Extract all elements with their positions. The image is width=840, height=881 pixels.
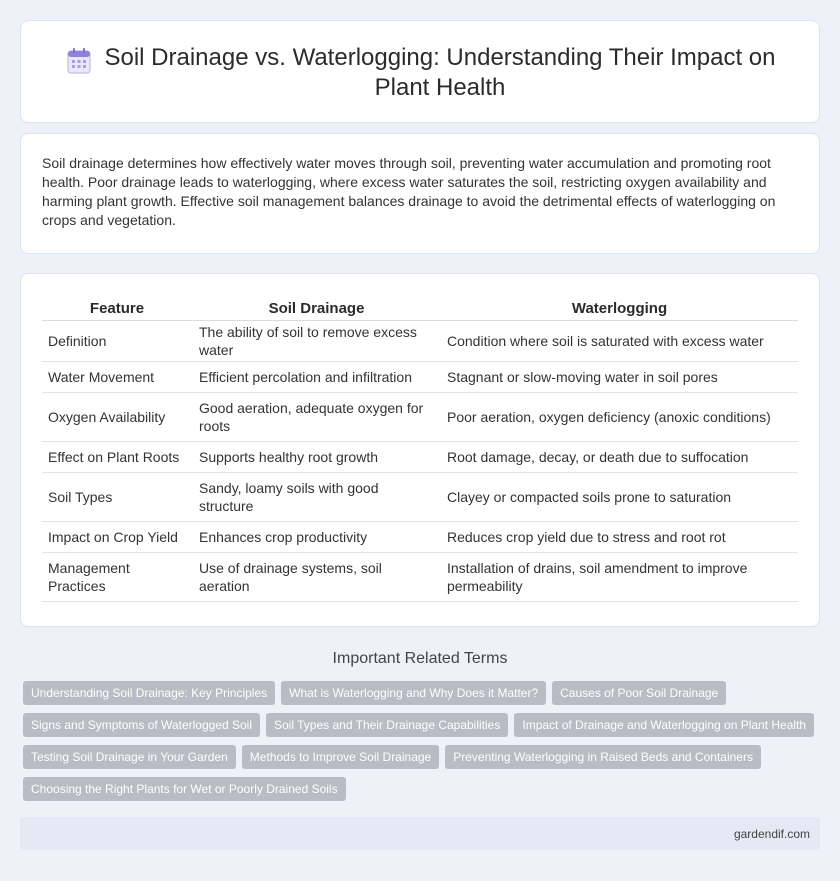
- table-row: [42, 321, 798, 362]
- related-term-link[interactable]: Methods to Improve Soil Drainage: [242, 745, 439, 769]
- header-soil-drainage: Soil Drainage: [193, 296, 441, 321]
- waterlogging-cell: Poor aeration, oxygen deficiency (anoxic conditions): [441, 393, 799, 442]
- feature-cell: Management Practices: [42, 553, 193, 602]
- related-term-link[interactable]: Impact of Drainage and Waterlogging on Plant Health: [514, 713, 814, 737]
- table-row: [42, 442, 798, 473]
- feature-cell: Definition: [42, 321, 193, 362]
- waterlogging-cell: Reduces crop yield due to stress and root rot: [441, 522, 799, 553]
- related-term-link[interactable]: Preventing Waterlogging in Raised Beds and Containers: [445, 745, 761, 769]
- feature-cell: Impact on Crop Yield: [42, 522, 193, 553]
- intro-paragraph: Soil drainage determines how effectively water moves through soil, preventing water accumulation and promoting root health. Poor drainage leads to waterlogging, where excess water saturates the soil, restricting oxygen availability and harming plant growth. Effective soil management balances drainage to avoid the detrimental effects of waterlogging on crops and vegetation.: [42, 155, 776, 228]
- drainage-cell: Enhances crop productivity: [193, 522, 441, 553]
- page-title: Soil Drainage vs. Waterlogging: Understanding Their Impact on Plant Health: [104, 44, 776, 101]
- intro-card: [20, 133, 820, 254]
- table-header-row: [42, 296, 798, 321]
- table-row: [42, 473, 798, 522]
- drainage-cell: Sandy, loamy soils with good structure: [193, 473, 441, 522]
- table-row: [42, 393, 798, 442]
- footer: [20, 817, 820, 850]
- related-term-link[interactable]: Understanding Soil Drainage: Key Principles: [23, 681, 275, 705]
- waterlogging-cell: Root damage, decay, or death due to suffocation: [441, 442, 799, 473]
- related-term-link[interactable]: Testing Soil Drainage in Your Garden: [23, 745, 236, 769]
- waterlogging-cell: Clayey or compacted soils prone to saturation: [441, 473, 799, 522]
- table-row: [42, 553, 798, 602]
- header-card: [20, 20, 820, 123]
- drainage-cell: Supports healthy root growth: [193, 442, 441, 473]
- drainage-cell: The ability of soil to remove excess water: [193, 321, 441, 362]
- related-terms-list: [23, 681, 823, 809]
- related-term-link[interactable]: Soil Types and Their Drainage Capabilities: [266, 713, 508, 737]
- drainage-cell: Good aeration, adequate oxygen for roots: [193, 393, 441, 442]
- related-term-link[interactable]: Signs and Symptoms of Waterlogged Soil: [23, 713, 260, 737]
- feature-cell: Oxygen Availability: [42, 393, 193, 442]
- drainage-cell: Efficient percolation and infiltration: [193, 362, 441, 393]
- related-term-link[interactable]: Causes of Poor Soil Drainage: [552, 681, 726, 705]
- related-terms-title: Important Related Terms: [332, 650, 508, 667]
- waterlogging-cell: Installation of drains, soil amendment to improve permeability: [441, 553, 799, 602]
- waterlogging-cell: Condition where soil is saturated with excess water: [441, 321, 799, 362]
- footer-site-link[interactable]: gardendif.com: [733, 827, 810, 841]
- header-feature: Feature: [42, 296, 193, 321]
- table-row: [42, 522, 798, 553]
- drainage-cell: Use of drainage systems, soil aeration: [193, 553, 441, 602]
- feature-cell: Effect on Plant Roots: [42, 442, 193, 473]
- related-term-link[interactable]: Choosing the Right Plants for Wet or Poorly Drained Soils: [23, 777, 346, 801]
- waterlogging-cell: Stagnant or slow-moving water in soil pores: [441, 362, 799, 393]
- comparison-table: [42, 296, 798, 602]
- table-row: [42, 362, 798, 393]
- comparison-card: [20, 273, 820, 627]
- feature-cell: Soil Types: [42, 473, 193, 522]
- related-term-link[interactable]: What is Waterlogging and Why Does it Matter?: [281, 681, 546, 705]
- header-waterlogging: Waterlogging: [441, 296, 799, 321]
- feature-cell: Water Movement: [42, 362, 193, 393]
